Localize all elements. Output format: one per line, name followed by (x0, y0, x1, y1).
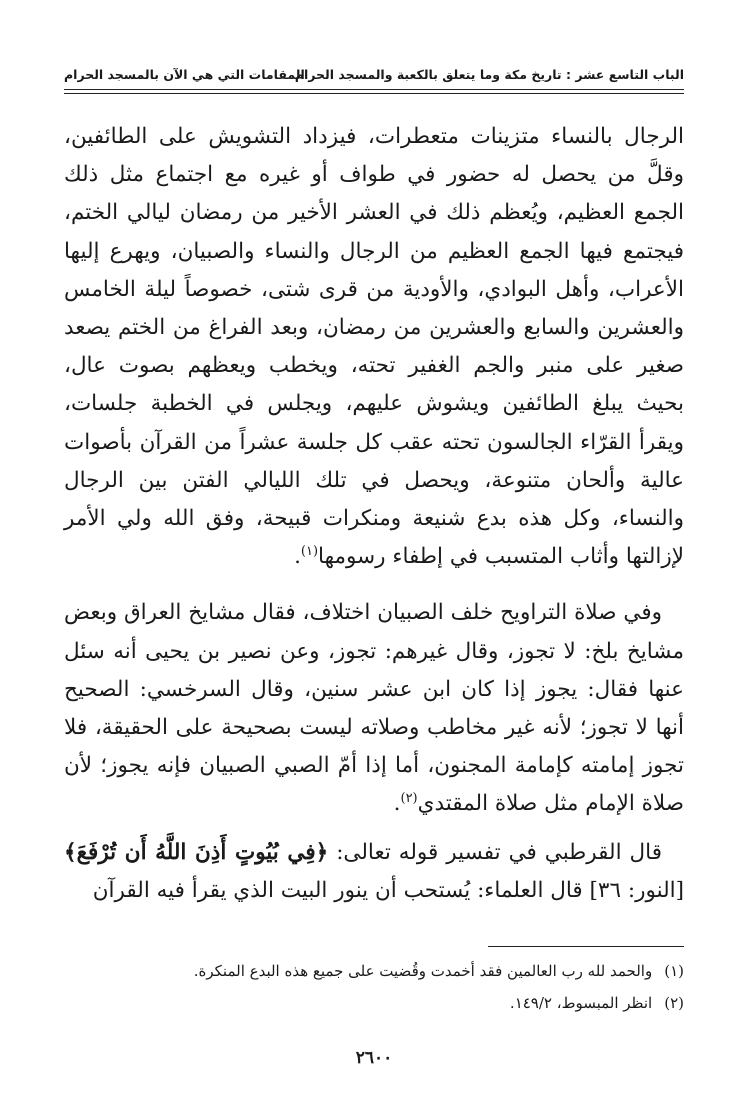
header-rule-bottom (64, 93, 684, 94)
paragraph-3-rest: [النور: ٣٦] قال العلماء: يُستحب أن ينور البيت الذي يقرأ فيه القرآن (92, 877, 684, 903)
footnote-1-text: والحمد لله رب العالمين فقد أخمدت وقُضيت على جميع هذه البدع المنكرة. (193, 962, 653, 980)
section-title: المقامات التي هي الآن بالمسجد الحرام (64, 67, 305, 82)
footnote-2-text: انظر المبسوط، ١٤٩/٢. (509, 994, 653, 1012)
footnote-1-number: (١) (664, 962, 684, 980)
footnotes (64, 958, 684, 1022)
paragraph-2 (64, 594, 684, 823)
footnote-2 (64, 990, 684, 1016)
main-text (64, 118, 684, 910)
paragraph-1-end: . (294, 544, 301, 570)
quran-verse: ﴿فِي بُيُوتٍ أَذِنَ اللَّهُ أَن تُرْفَعَ﴾ (64, 839, 329, 865)
header-rule-top (64, 89, 684, 90)
page-number: ٢٦٠٠ (355, 1048, 393, 1068)
running-header (64, 60, 684, 90)
paragraph-2-end: . (393, 791, 401, 817)
footnote-2-number: (٢) (664, 994, 684, 1012)
paragraph-3-lead: قال القرطبي في تفسير قوله تعالى: (336, 839, 662, 865)
footnote-ref-1[interactable]: (١) (300, 544, 319, 560)
paragraph-3 (64, 834, 684, 910)
chapter-title: الباب التاسع عشر : تاريخ مكة وما يتعلق بالكعبة والمسجد الحرام (294, 67, 684, 82)
footnote-ref-2[interactable]: (٢) (400, 791, 418, 807)
paragraph-2-text: وفي صلاة التراويح خلف الصبيان اختلاف، فقال مشايخ العراق وبعض مشايخ بلخ: لا تجوز، وقال غيرهم: تجوز، وعن نصير بن يحيى أنه سئل عنها فقال: يجوز إذا كان ابن عشر سنين، وقال السرخسي: الصحيح أنها لا تجوز؛ لأنه غير مخاطب وصلاته ليست بصحيحة على الحقيقة، فلا تجوز إمامته كإمامة المجنون، أما إذا أمّ الصبي الصبيان فإنه يجوز؛ لأن صلاة الإمام مثل صلاة المقتدي (64, 600, 684, 817)
paragraph-1 (64, 118, 684, 576)
paragraph-1-text: الرجال بالنساء متزينات متعطرات، فيزداد التشويش على الطائفين، وقلَّ من يحصل له حضور في طواف أو غيره مع اجتماع مثل ذلك الجمع العظيم، ويُعظم ذلك في العشر الأخير من رمضان ليالي الختم، فيجتمع فيها الجمع العظيم من الرجال والنساء والصبيان، ويهرع إليها الأعراب، وأهل البوادي، والأودية من قرى شتى، خصوصاً ليلة الخامس والعشرين والسابع والعشرين من رمضان، وبعد الفراغ من الختم يصعد صغير على منبر والجم الغفير تحته، ويخطب ويعظهم بصوت عال، بحيث يبلغ الطائفين ويشوش عليهم، ويجلس في الخطبة جلسات، ويقرأ القرّاء الجالسون تحته عقب كل جلسة عشراً من القرآن بأصوات عالية وألحان متنوعة، ويحصل في تلك الليالي الفتن بين الرجال والنساء، وكل هذه بدع شنيعة ومنكرات قبيحة، وفق الله ولي الأمر لإزالتها وأثاب المتسبب في إطفاء رسومها (64, 124, 684, 570)
footnote-1 (64, 958, 684, 984)
footnote-separator (488, 946, 684, 947)
